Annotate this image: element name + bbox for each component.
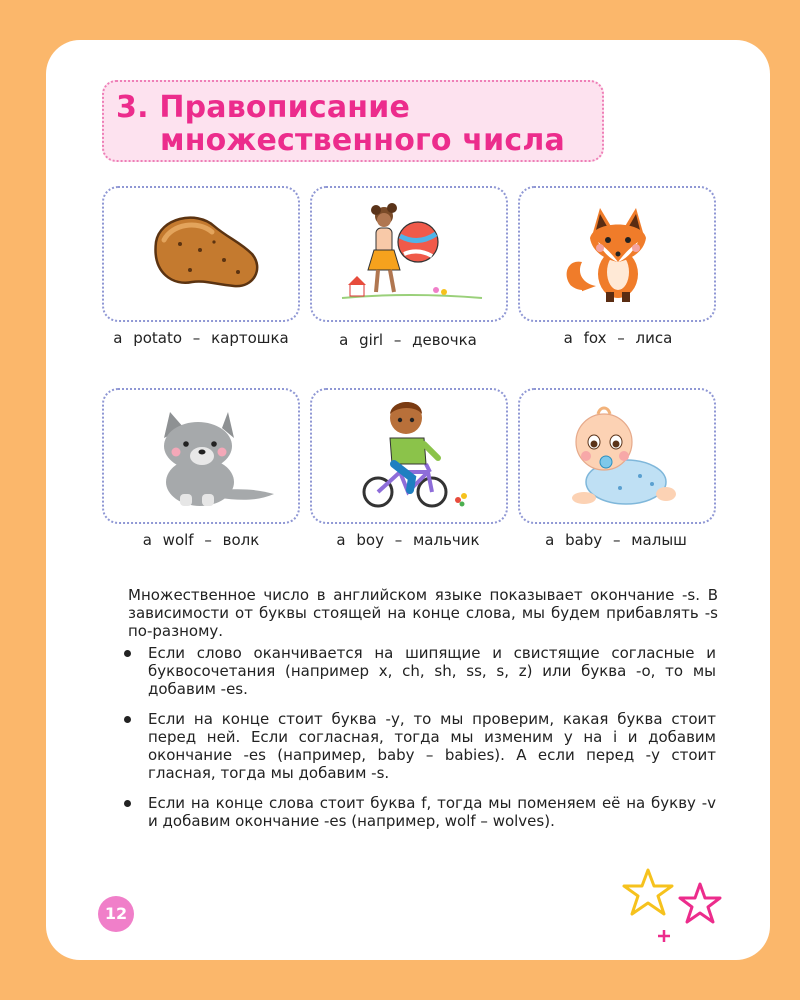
baby-illustration (520, 390, 714, 522)
bullet-dot (124, 800, 131, 807)
fox-illustration (520, 188, 714, 320)
bullet-text-3: Если на конце слова стоит буква f, тогда мы поменяем её на букву -v и добавим окончание -es (например, wolf – wolves). (148, 794, 716, 830)
page (46, 40, 770, 960)
card-potato (102, 186, 300, 322)
caption-fox: a fox – лиса (563, 329, 673, 347)
bullet-dot (124, 650, 131, 657)
section-title-box (102, 80, 604, 162)
caption-potato: a potato – картошка (113, 329, 289, 347)
girl-with-ball-illustration (312, 188, 506, 320)
caption-boy: a boy – мальчик (336, 531, 480, 549)
potato-illustration (104, 188, 298, 320)
bullet-dot (124, 716, 131, 723)
caption-wolf: a wolf – волк (142, 531, 260, 549)
card-wolf (102, 388, 300, 524)
page-number: 12 (98, 896, 134, 932)
section-title-line-1: 3. Правописание (116, 90, 411, 125)
caption-girl: a girl – девочка (339, 331, 477, 349)
bullet-text-1: Если слово оканчивается на шипящие и свистящие согласные и буквосочетания (например x, ch, sh, ss, s, z) или буква -o, то мы добавим -es. (148, 644, 716, 698)
wolf-illustration (104, 390, 298, 522)
card-boy (310, 388, 508, 524)
boy-on-bike-illustration (312, 390, 506, 522)
caption-baby: a baby – малыш (545, 531, 687, 549)
card-girl (310, 186, 508, 322)
section-title-line-2: множественного числа (160, 123, 565, 158)
card-baby (518, 388, 716, 524)
card-fox (518, 186, 716, 322)
bullet-text-2: Если на конце стоит буква -y, то мы проверим, какая буква стоит перед ней. Если согласная, тогда мы изменим y на i и добавим окончание -es (например, baby – babies). А если перед -y стоит гласная, тогда мы добавим -s. (148, 710, 716, 782)
decorative-stars-icon (620, 862, 730, 944)
intro-paragraph: Множественное число в английском языке показывает окончание -s. В зависимости от буквы стоящей на конце слова, мы будем прибавлять -s по-разному. (128, 586, 718, 640)
